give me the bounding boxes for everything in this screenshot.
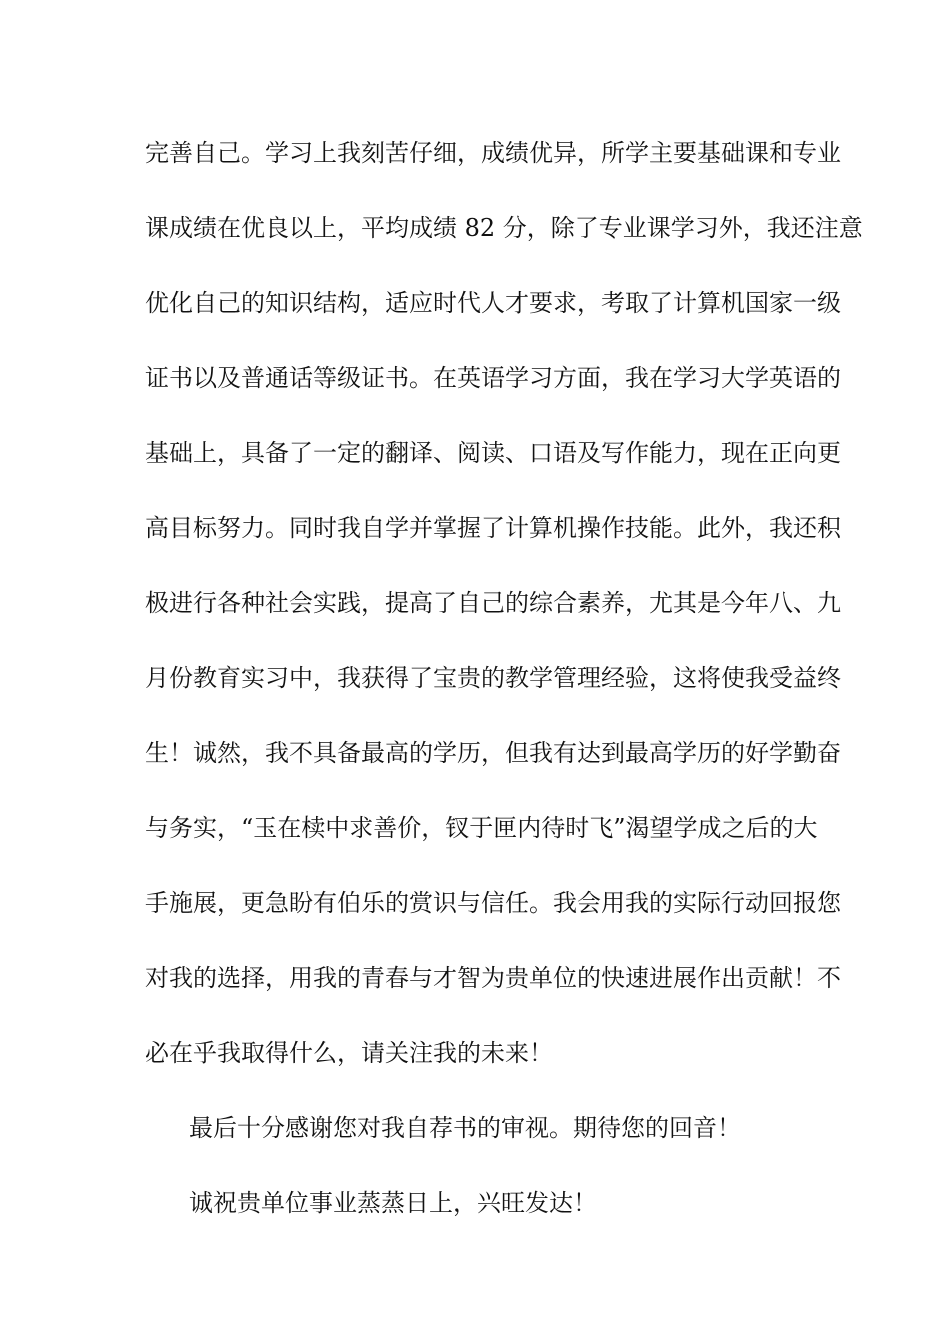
body-line-8: 月份教育实习中，我获得了宝贵的教学管理经验，这将使我受益终: [145, 664, 841, 692]
body-line-3: 优化自己的知识结构，适应时代人才要求，考取了计算机国家一级: [145, 289, 841, 317]
body-line-4: 证书以及普通话等级证书。在英语学习方面，我在学习大学英语的: [145, 364, 841, 392]
body-line-12: 对我的选择，用我的青春与才智为贵单位的快速进展作出贡献！不: [145, 964, 841, 992]
body-line-13: 必在乎我取得什么，请关注我的未来！: [145, 1039, 553, 1067]
body-line-10: 与务实，“玉在椟中求善价，钗于匣内待时飞”渴望学成之后的大: [145, 814, 818, 842]
letter-body: [145, 130, 863, 1255]
body-line-5: 基础上，具备了一定的翻译、阅读、口语及写作能力，现在正向更: [145, 439, 841, 467]
body-line-6: 高目标努力。同时我自学并掌握了计算机操作技能。此外，我还积: [145, 514, 841, 542]
body-line-11: 手施展，更急盼有伯乐的赏识与信任。我会用我的实际行动回报您: [145, 889, 841, 917]
body-line-9: 生！诚然，我不具备最高的学历，但我有达到最高学历的好学勤奋: [145, 739, 841, 767]
thanks-paragraph: 最后十分感谢您对我自荐书的审视。期待您的回音！: [189, 1114, 741, 1142]
body-line-1: 完善自己。学习上我刻苦仔细，成绩优异，所学主要基础课和专业: [145, 139, 841, 167]
body-line-7: 极进行各种社会实践，提高了自己的综合素养，尤其是今年八、九: [145, 589, 841, 617]
body-line-2: 课成绩在优良以上，平均成绩 82 分，除了专业课学习外，我还注意: [145, 214, 863, 242]
closing-wish: 诚祝贵单位事业蒸蒸日上，兴旺发达！: [189, 1189, 597, 1217]
